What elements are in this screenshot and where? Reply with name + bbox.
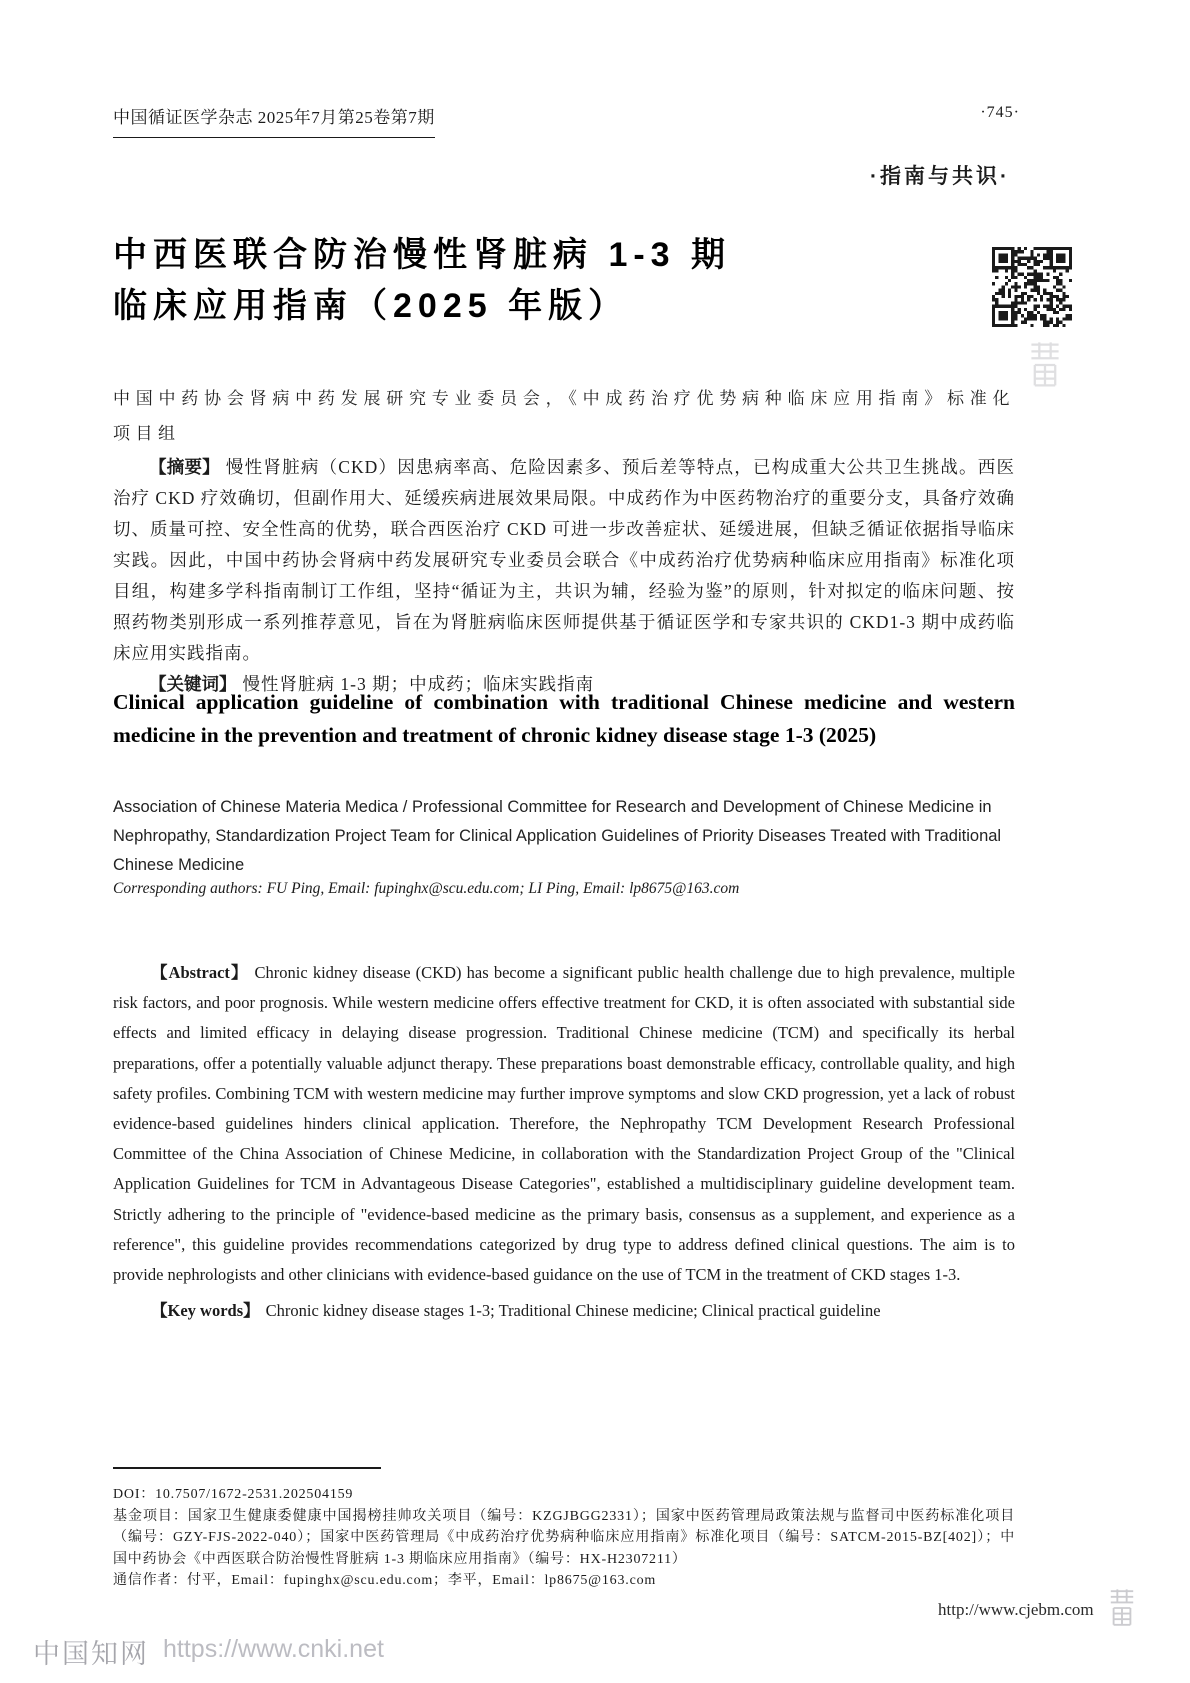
article-title-cn-line2: 临床应用指南（2025 年版）: [113, 287, 629, 325]
journal-seal-icon: [1108, 1588, 1136, 1633]
section-label: ·指南与共识·: [870, 165, 1010, 188]
fund-project-line: 基金项目：国家卫生健康委健康中国揭榜挂帅攻关项目（编号：KZGJBGG2331）；国家中医药管理局政策法规与监督司中医药标准化项目（编号：GZY-FJS-2022-040）；国家中医药管理局《中成药治疗优势病种临床应用指南》标准化项目（编号：SATCM-2015-BZ[402]）；中国中药协会《中西医联合防治慢性肾脏病 1-3 期临床应用指南》（编号：HX-H2307211）: [113, 1508, 1015, 1567]
page-number: ·745·: [980, 104, 1020, 121]
footnote-divider: [113, 1467, 381, 1469]
abstract-cn-label: 【摘要】: [149, 457, 220, 477]
abstract-cn-block: [113, 452, 1015, 700]
journal-seal-watermark-icon: [1028, 340, 1062, 395]
abstract-cn: [113, 452, 1015, 669]
keywords-cn-text: 慢性肾脏病 1-3 期；中成药；临床实践指南: [242, 674, 595, 694]
article-title-en: Clinical application guideline of combination with traditional Chinese medicine and western medicine in the prevention and treatment of chronic kidney disease stage 1-3 (2025): [113, 690, 1015, 747]
journal-issue-info: 中国循证医学杂志 2025年7月第25卷第7期: [113, 103, 435, 138]
keywords-en: [113, 1296, 1015, 1326]
article-title-cn: [113, 230, 973, 332]
authors-cn: 中国中药协会肾病中药发展研究专业委员会，《中成药治疗优势病种临床应用指南》标准化项目组: [113, 389, 1015, 443]
abstract-en-text: Chronic kidney disease (CKD) has become a significant public health challenge due to high prevalence, multiple risk factors, and poor prognosis. While western medicine offers effective treatment for CKD, it is often associated with substantial side effects and limited efficacy in delaying disease progression. Traditional Chinese medicine (TCM) and specifically its herbal preparations, offer a potentially valuable adjunct therapy. These preparations boast demonstrable efficacy, controllable quality, and high safety profiles. Combining TCM with western medicine may further improve symptoms and slow CKD progression, yet a lack of robust evidence-based guidelines hinders clinical application. Therefore, the Nephropathy TCM Development Research Professional Committee of the China Association of Chinese Medicine, in collaboration with the Standardization Project Group of the "Clinical Application Guidelines for TCM in Advantageous Disease Categories", established a multidisciplinary guideline development team. Strictly adhering to the principle of "evidence-based medicine as the primary basis, consensus as a supplement, and experience as a reference", this guideline provides recommendations categorized by drug type to address defined clinical questions. The aim is to provide nephrologists and other clinicians with evidence-based guidance on the use of TCM in the treatment of CKD stages 1-3.: [113, 963, 1015, 1285]
abstract-en-label: 【Abstract】: [151, 963, 249, 982]
affiliation-en: Association of Chinese Materia Medica / Professional Committee for Research and Development of Chinese Medicine in Nephropathy, Standardization Project Team for Clinical Application Guidelines of Priority Diseases Treated with Traditional Chinese Medicine: [113, 798, 1002, 874]
cnki-watermark-url: https://www.cnki.net: [163, 1635, 384, 1663]
corresponding-authors-en: Corresponding authors: FU Ping, Email: fupinghx@scu.edu.com; LI Ping, Email: lp8675@163.com: [113, 880, 740, 897]
footnote: [113, 1484, 1015, 1592]
header: [113, 103, 435, 138]
doi-line: DOI：10.7507/1672-2531.202504159: [113, 1487, 354, 1502]
corresponding-authors-cn: 通信作者：付平，Email：fupinghx@scu.edu.com；李平，Email：lp8675@163.com: [113, 1573, 657, 1588]
keywords-en-text: Chronic kidney disease stages 1-3; Traditional Chinese medicine; Clinical practical guideline: [265, 1301, 881, 1321]
qr-code-icon: [992, 247, 1072, 329]
article-title-cn-line1: 中西医联合防治慢性肾脏病 1-3 期: [113, 236, 732, 274]
abstract-cn-text: 慢性肾脏病（CKD）因患病率高、危险因素多、预后差等特点，已构成重大公共卫生挑战。西医治疗 CKD 疗效确切，但副作用大、延缓疾病进展效果局限。中成药作为中医药物治疗的重要分支，具备疗效确切、质量可控、安全性高的优势，联合西医治疗 CKD 可进一步改善症状、延缓进展，但缺乏循证依据指导临床实践。因此，中国中药协会肾病中药发展研究专业委员会联合《中成药治疗优势病种临床应用指南》标准化项目组，构建多学科指南制订工作组，坚持“循证为主，共识为辅，经验为鉴”的原则，针对拟定的临床问题、按照药物类别形成一系列推荐意见，旨在为肾脏病临床医师提供基于循证医学和专家共识的 CKD1-3 期中成药临床应用实践指南。: [113, 457, 1016, 663]
abstract-en: [113, 958, 1015, 1290]
keywords-cn-label: 【关键词】: [149, 674, 237, 694]
keywords-en-label: 【Key words】: [151, 1301, 260, 1321]
journal-website-url: http://www.cjebm.com: [938, 1600, 1094, 1619]
cnki-watermark-name: 中国知网: [33, 1639, 149, 1669]
abstract-en-block: [113, 958, 1015, 1326]
